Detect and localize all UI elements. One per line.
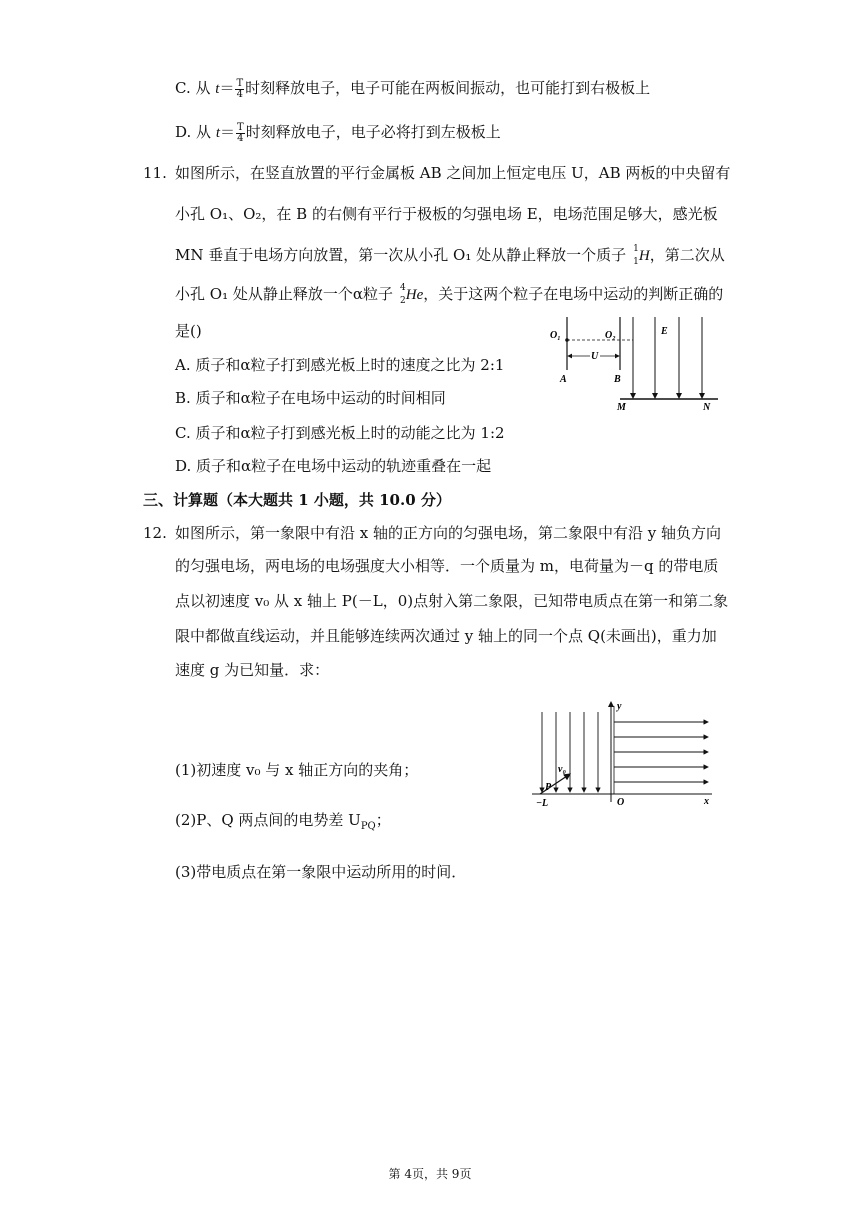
hole-o1: [565, 338, 569, 342]
label-y: y: [617, 701, 622, 712]
q12-line: 限中都做直线运动，并且能够连续两次通过 y 轴上的同一个点 Q(未画出)，重力加: [175, 627, 717, 645]
q11-figure: [540, 312, 725, 414]
q11-line: MN 垂直于电场方向放置，第一次从小孔 O₁ 处从静止释放一个质子 1 1 H，第二次从: [175, 244, 725, 267]
q11-line: 如图所示，在竖直放置的平行金属板 AB 之间加上恒定电压 U，AB 两板的中央留有: [175, 164, 731, 182]
q11-line: 小孔 O₁ 处从静止释放一个α粒子 4 2 He，关于这两个粒子在电场中运动的判断正确的: [175, 283, 724, 306]
q12-subquestion-1: (1)初速度 v₀ 与 x 轴正方向的夹角；: [175, 761, 419, 779]
label-u: U: [591, 351, 599, 362]
label-b: B: [614, 374, 621, 385]
q12-line: 的匀强电场，两电场的电场强度大小相等．一个质量为 m，电荷量为－q 的带电质: [175, 557, 719, 575]
label-e: E: [661, 326, 668, 337]
q11-line: 是(): [175, 322, 202, 340]
q12-number: 12.: [143, 524, 167, 542]
option-label: D.: [175, 123, 192, 141]
q12-line: 如图所示，第一象限中有沿 x 轴的正方向的匀强电场，第二象限中有沿 y 轴负方向: [175, 524, 722, 542]
q12-figure: [532, 700, 717, 810]
q11-option-c: C. 质子和α粒子打到感光板上时的动能之比为 1:2: [175, 424, 505, 442]
page-footer: 第 4页，共 9页: [388, 1167, 472, 1181]
fraction: $\frac{T}{4}$: [237, 121, 244, 144]
nuclide-proton: 1 1: [633, 244, 639, 267]
nuclide-alpha: 4 2: [400, 283, 406, 306]
q11-option-b: B. 质子和α粒子在电场中运动的时间相同: [175, 389, 446, 407]
label-m: M: [617, 402, 626, 413]
label-v0: v₀: [558, 764, 566, 775]
label-a: A: [560, 374, 567, 385]
label-minus-l: −L: [536, 798, 549, 809]
q11-number: 11.: [143, 164, 167, 182]
label-n: N: [703, 402, 711, 413]
q11-option-a: A. 质子和α粒子打到感光板上时的速度之比为 2:1: [175, 356, 505, 374]
label-o: O: [617, 797, 625, 808]
label-x: x: [704, 796, 709, 807]
q11-option-d: D. 质子和α粒子在电场中运动的轨迹重叠在一起: [175, 457, 492, 475]
q11-line: 小孔 O₁、O₂，在 B 的右侧有平行于极板的匀强电场 E，电场范围足够大，感光板: [175, 205, 718, 223]
section-heading: 三、计算题（本大题共 1 小题，共 10.0 分）: [143, 491, 451, 509]
q12-subquestion-2: (2)P、Q 两点间的电势差 $U_{PQ}$；: [175, 811, 391, 832]
label-p: P: [545, 782, 552, 793]
q10-option-c: C. 从 t＝ $\frac{T}{4}$ 时刻释放电子，电子可能在两板间振动，也可能打到右极板上: [175, 77, 651, 100]
q12-subquestion-3: (3)带电质点在第一象限中运动所用的时间．: [175, 863, 467, 881]
q10-option-d: D. 从 t＝ $\frac{T}{4}$ 时刻释放电子，电子必将打到左极板上: [175, 121, 501, 144]
label-o2: O₂: [605, 330, 616, 341]
label-o1: O₁: [550, 330, 561, 341]
option-label: C.: [175, 79, 191, 97]
q12-line: 速度 g 为已知量．求：: [175, 661, 330, 679]
q12-line: 点以初速度 v₀ 从 x 轴上 P(－L，0)点射入第二象限，已知带电质点在第一和第二象: [175, 592, 729, 610]
fraction: $\frac{T}{4}$: [236, 77, 244, 100]
